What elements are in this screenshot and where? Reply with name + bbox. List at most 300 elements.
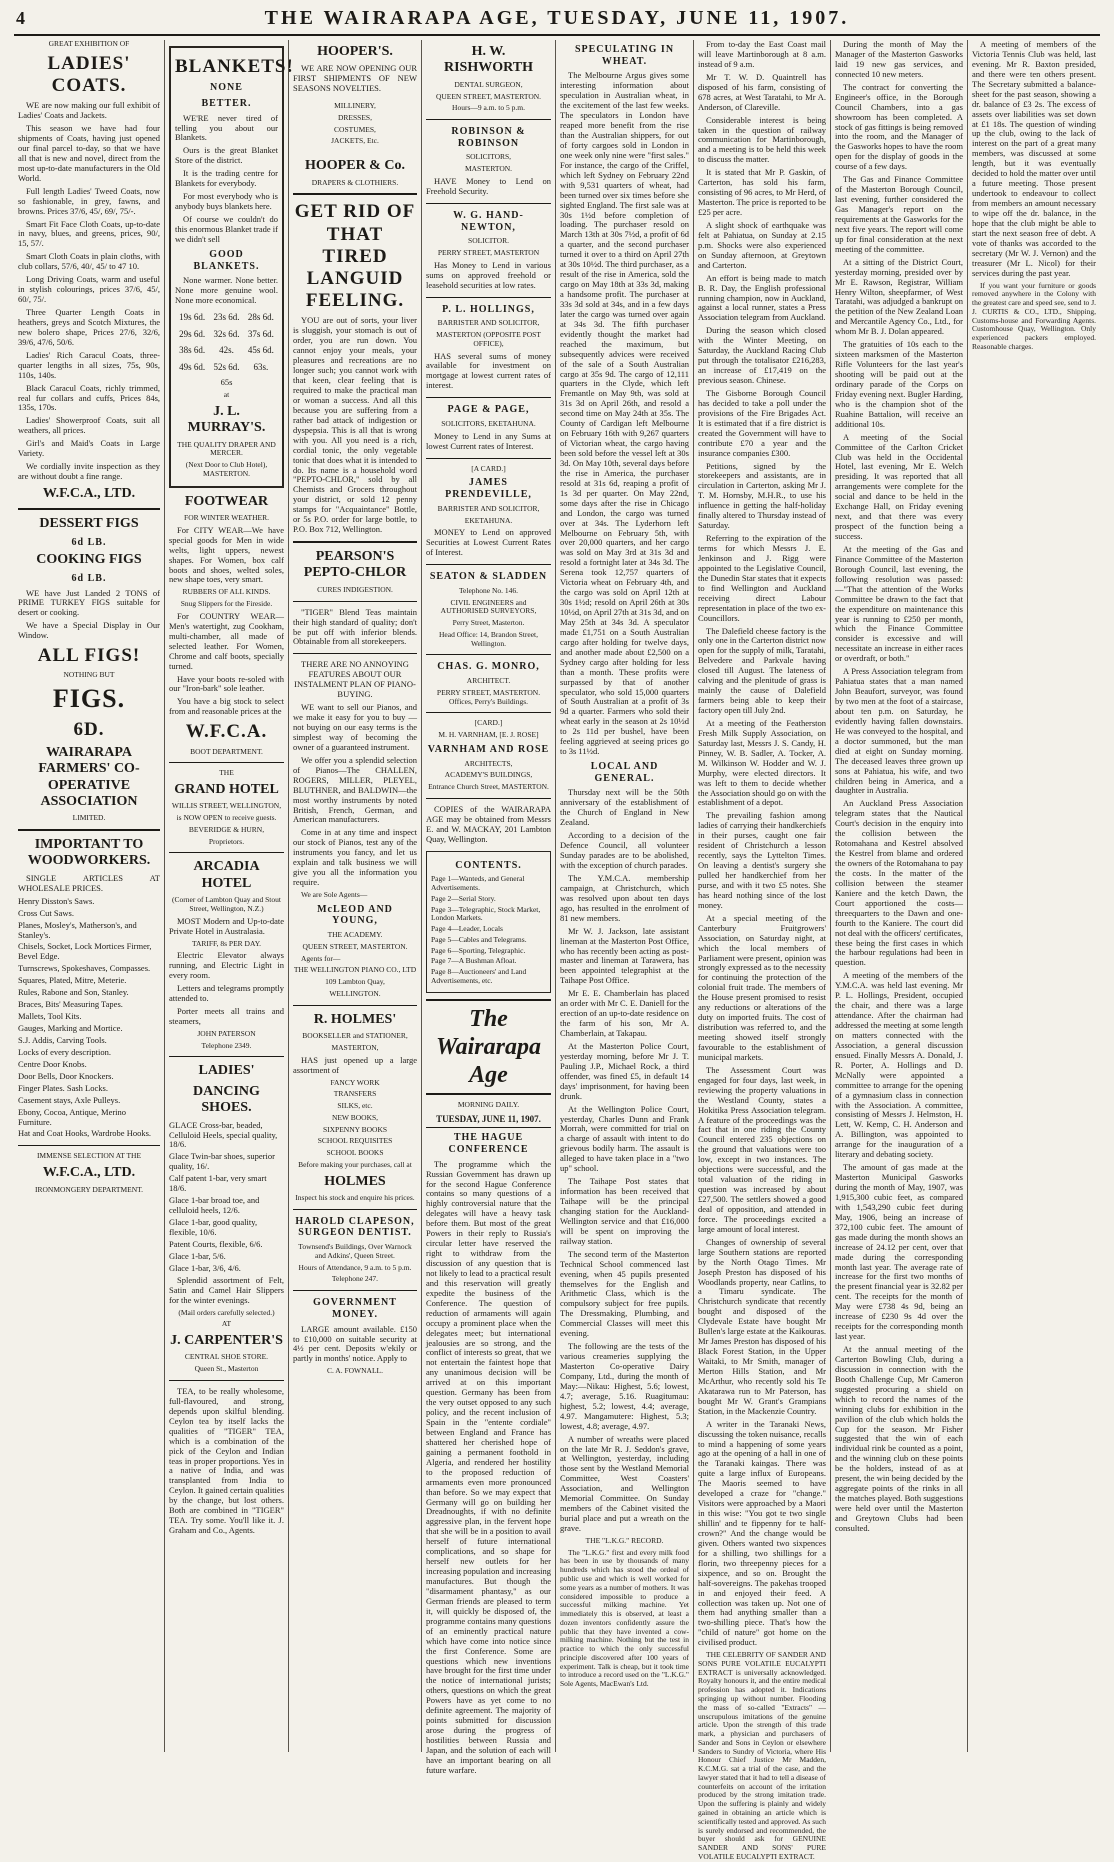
hooper-line: JACKETS, Etc. bbox=[331, 136, 379, 146]
wfca-heading: W.F.C.A., LTD. bbox=[42, 486, 136, 502]
holmes-inspect: Inspect his stock and enquire his prices. bbox=[295, 1193, 415, 1203]
local-para: At the Masterton Police Court, yesterday morning, before Mr J. T. Pauling J.P., Michael Rock, a third offender, was fined £5, in default 14 days' imprisonment, for having been drunk. bbox=[560, 1040, 689, 1101]
robinson-heading: ROBINSON & ROBINSON bbox=[451, 126, 526, 149]
local-para: At a sitting of the District Court, yesterday morning, presided over by Mr E. Rawson, Registrar, William Henry Wilton, sheepfarmer, of West Taratahi, was adjudged a bankrupt on the petition of the New Zealand Loan and Mercantile Agency Co., Ltd., for whom Mr B. J. Dolan appeared. bbox=[835, 256, 963, 337]
queen-street: QUEEN STREET, MASTERTON. bbox=[302, 941, 408, 951]
arcadia-text: MOST Modern and Up-to-date Private Hotel in Australasia. bbox=[169, 915, 284, 936]
robinson-text: HAVE Money to Lend on Freehold Security. bbox=[426, 175, 551, 196]
local-para: The Gas and Finance Committee of the Masterton Borough Council, last evening, further considered the Gas Manager's report on the requirements at the Gasworks for the next five years. The report will come up for final consideration at the next meeting of the committee. bbox=[835, 174, 963, 254]
column-4 bbox=[421, 40, 555, 1775]
pearson-heading: PEARSON'S PEPTO-CHLOR bbox=[303, 549, 407, 581]
arcadia-letters: Letters and telegrams promptly attended to. bbox=[169, 983, 284, 1004]
card-label: [A CARD.] bbox=[471, 463, 506, 473]
tiger-blend: "TIGER" Blend Teas maintain their high standard of quality; don't be put off with inferior blends. Obtainable from all storekeepers. bbox=[293, 606, 417, 647]
local-para: The gratuities of 10s each to the sixteen marksmen of the Masterton Rifle Volunteers for the last year's shooting will be paid out at the ordinary parade of the Corps on Friday evening next. Bugler Harding, who is the champion shot of the Ruahine Battalion, will receive an additional 10s. bbox=[835, 339, 963, 429]
hand-newton-text: Has Money to Lend in various sums on approved freehold or leasehold securities at low rates. bbox=[426, 259, 551, 290]
hague-heading: THE HAGUE CONFERENCE bbox=[448, 1132, 529, 1155]
wellington-piano: THE WELLINGTON PIANO CO., LTD bbox=[293, 965, 417, 975]
blankets-text: None warmer. None better. None more genuine wool. None more economical. bbox=[175, 275, 278, 306]
rishworth-hours: Hours—9 a.m. to 5 p.m. bbox=[452, 103, 525, 113]
figs-display: We have a Special Display in Our Window. bbox=[18, 620, 160, 641]
coats-item: Ladies' Rich Caracul Coats, three-quarter lengths in all sizes, 75s, 90s, 110s, 140s. bbox=[18, 349, 160, 380]
hand-newton-address: PERRY STREET, MASTERTON bbox=[437, 247, 540, 257]
blanket-price: 52s 6d. bbox=[213, 361, 240, 372]
robinson-solicitors: SOLICITORS, bbox=[465, 152, 512, 162]
shoe-item: Glace Twin-bar shoes, superior quality, 16/. bbox=[169, 1151, 275, 1172]
column-8 bbox=[967, 40, 1100, 1752]
seaton-head-office: Head Office: 14, Brandon Street, Wellington. bbox=[439, 629, 538, 648]
local-para: At a meeting of the Featherston Fresh Milk Supply Association, on Saturday last, Messrs J. S. Candy, H. Pinney, W. B. Sadler, A. Tocker, A. M. Wilkinson W. Hodder and W. J. Murphy, were elected directors. It was left to them to decide whether the Association should go on with the establishment of a depot. bbox=[698, 717, 826, 808]
hooper-co-heading: HOOPER & Co. bbox=[305, 158, 405, 174]
local-para: The Taihape Post states that information has been received that Taihape will be the principal changing station for the Auckland-Wellington service and that £16,000 will be spent on improving the railway station. bbox=[560, 1176, 689, 1246]
contents-item: Page 4—Leader, Locals bbox=[431, 924, 503, 934]
blankets-text: Of course we couldn't do this enormous Blanket trade if we didn't sell bbox=[175, 214, 278, 244]
mail-orders: (Mail orders carefully selected.) bbox=[178, 1307, 275, 1317]
local-para: The Assessment Court was engaged for four days, last week, in reviewing the property valuations in the Westland County, states a Hokitika Press Association telegram. A feature of the proceedings was the fact that in one riding the County Council entered 235 objections on the ground that valuations were too low, except in two instances. The objections were successful, and the total valuation of the riding in question was increased by about £27,500. The settlers showed a good deal of opposition, and attended in force. The proceedings excited a large amount of local interest. bbox=[698, 1064, 826, 1234]
divider bbox=[293, 1005, 417, 1006]
prendeville-sub: BARRISTER AND SOLICITOR, bbox=[437, 503, 540, 513]
coats-cordial: We cordially invite inspection as they are without doubt a fine range. bbox=[18, 461, 160, 482]
ladies-heading: LADIES' bbox=[198, 1063, 255, 1079]
lkg-text: The "L.K.G." first and every milk food has been in use by thousands of many hundreds which has stood the ordeal of public use and which is well worked for some years as a number of mothers. It was considered impossible to produce a successful milking machine. Yet immediately this is observed, at least a dozen inventors confidently assure the public that they have invented a cow-milking machine. Nothing but the test in practice to which the only successful principle discovered after 100 years of experiment. Talk is cheap, but it took time to introduce a record used on the "L.K.G." Sole Agents, MacEwan's Ltd. bbox=[560, 1547, 689, 1689]
divider bbox=[18, 1145, 160, 1146]
hooper-heading: HOOPER'S. bbox=[317, 44, 393, 59]
local-para: The Y.M.C.A. membership campaign, at Christchurch, which was resolved upon about ten days ago, has resulted in the enrolment of 81 new members. bbox=[560, 872, 689, 923]
local-para: A number of wreaths were placed on the late Mr R. J. Seddon's grave, at Wellington, yesterday, including those sent by the Westland Memorial Committee, West Coasters' Association, and Wellington Memorial Committee. On Sunday members of the Cabinet visited the burial place and put a wreath on the grave. bbox=[560, 1433, 689, 1533]
shoe-item: Glace 1-bar, 3/6, 4/6. bbox=[169, 1262, 241, 1273]
wfca-boot-heading: W.F.C.A. bbox=[185, 721, 268, 743]
rubbers: RUBBERS OF ALL KINDS. bbox=[182, 587, 271, 597]
blankets-text: Ours is the great Blanket Store of the district. bbox=[175, 145, 278, 166]
coats-intro: WE are now making our full exhibit of Ladies' Coats and Jackets. bbox=[18, 100, 160, 121]
hague-text: The programme which the Russian Government has drawn up for the second Hague Conference contains so many questions of a highly controversial nature that the delegates will have a heavy task before them. But most of the great Powers in their reply to Russia's circular letter have reserved the right to withdraw from the discussion of any question that is not likely to lead to a practical result and this reservation will greatly expedite the business of the Conference. The question of reduction of armaments will again occupy a prominent place when the delegates meet; but international jealousies are so strong, and the conflict of interests so great, that we not entertain the faintest hope that any unanimous decision will be arrived at on this important question. Germany has been from the very outset opposed to any such policy, and the recent inclusion of Spain in the "entente cordiale" between England and France has shattered her cherished hope of gaining a permanent foothold in Algeria, and rendered her hostility to the proposed reduction of armaments even more pronounced than before. So we may expect that Germany will go on building her Dreadnoughts, if with no definite aggressive plan, in the fervent hope that she will be in a position to avail herself of future international complications, and so shape for herself new outlets for her increasing population and increasing manufactures. But though the "disarmament phantasy," as our German friends are pleased to term it, will quickly be disposed of, the programme contains many questions of an eminently practical nature which have come into notice since the first Conference. Some are questions which new inventions have brought for the first time under the notice of international jurists; others, questions on which the great Powers have as yet come to no definite agreement. The majority of points submitted for discussion arose during the progress of hostilities between Russia and Japan, and the solution of each will have an important bearing on all future warfare. bbox=[426, 1158, 551, 1775]
column-2 bbox=[164, 40, 294, 1752]
coats-item: Full length Ladies' Tweed Coats, now so fashionable, in grey, fawns, and browns. Prices 37/6, 45/, 69/, 75/-. bbox=[18, 185, 160, 216]
divider bbox=[426, 564, 551, 565]
arcadia-telephone: Telephone 2349. bbox=[201, 1040, 252, 1050]
local-para: At the annual meeting of the Carterton Bowling Club, during a discussion in connection with the Booth Challenge Cup, Mr Cameron suggested procuring a shield on which to record the names of the winning clubs for exhibition in the pavilion of the club which holds the Cup for the season. Mr Fisher suggested that the win of each individual rink be counted as a point, and the winning club on these points be the holders, instead of as at present, the win being decided by the aggregate points of the rinks in all the matches played. Both suggestions were held over until the Masterton and Greytown Clubs had been consulted. bbox=[835, 1344, 963, 1533]
local-para: Mr W. J. Jackson, late assistant lineman at the Masterton Post Office, who has recently been acting as post-master and lineman at Tarawera, has been appointed telegraphist at the Taihape Post Office. bbox=[560, 925, 689, 986]
arcadia-heading: ARCADIA HOTEL bbox=[193, 859, 260, 891]
holmes-good: FANCY WORK bbox=[330, 1077, 380, 1087]
local-para: A writer in the Taranaki News, discussing the token nuisance, recalls to mind a happening of some years ago at the opening of a hall in one of the Taranaki kaingas. There was quite a large influx of Europeans. The Maoris seemed to have developed a craze for "change." Visitors were approached by a Maori in this wise: "You got te two single shillin' and te fippenny for te half-crown?" And the change would be given. Others wanted two sixpences for a shilling, two shillings for a florin, two threepenny pieces for a sixpence, and so on. Brought the half-sovereigns. The pakehas trooped in and enjoyed their feed. A collection was taken up. Not one of them had anything smaller than a two-shilling piece. That's how the "child of nature" got home on the civilised product. bbox=[698, 1418, 826, 1648]
page-number: 4 bbox=[16, 8, 25, 28]
local-para: The amount of gas made at the Masterton Municipal Gasworks during the month of May, 1907, was 1,915,300 cubic feet, as compared with 1,543,290 cubic feet during May, 1906, being an increase of 372,100 cubic feet. The amount of gas made during the month shows an increase of 24.12 per cent, over that made during the corresponding month last year. The average rate of increase for the first two months of the present financial year is 32.82 per cent. The receipts for the month of May were £738 4s 9d, being an increase of £230 9s 4d over the receipts for the corresponding month last year. bbox=[835, 1162, 963, 1342]
divider bbox=[426, 297, 551, 298]
clapeson-hours: Hours of Attendance, 9 a.m. to 5 p.m. bbox=[298, 1262, 412, 1272]
tool-item: Ebony, Cocoa, Antique, Merino Furniture. bbox=[18, 1106, 127, 1127]
speculating-text: The Melbourne Argus gives some interesting information about speculation in Australian wheat, in the excitement of the last few weeks. The speculators in London have reaped more benefit from the rise than the Australian shippers, for out of forty cargoes sold in London in one week only nine were "first sales." For instance, the cargo of the Criffel, which left Sydney on February 22nd with 9,531 quarters of wheat, had been turned over six times before she sighted England. The first sale was at 30s 1½d before completion of loading. The purchaser resold on March 13th at 30s 7½d, a profit of 6d a quarter, and the second purchaser turned it over to a third on April 27th at 30s 10½d. The third purchaser, as a result of the rise in America, sold the cargo on May 18th at 33s 3d, making a handsome profit. The purchaser at 33s 3d sold at 34s, and in a few days later the cargo was turned over again at 34s 3d. The fifth purchaser evidently thought the market had reached the maximum, but subsequently advices were received of the sale of a South Australian cargo at 35s 9d. The cargo of 12,111 quarters in the Clyde, which left Fremantle on May 9th, was sold at 31s 3d on April 26th, and resold a second time on May 24th at 35s. The County of Cardigan left Melbourne on February 16th with 9,267 quarters of Victorian wheat, the cargo having been sold before the vessel left at 30s 3d. On May 10th, several days before the rise in America, the purchaser resold at 31s 6d, reaping a profit of 1s 3d per quarter. On May 22nd, some days after the rise in Chicago and London, the cargo was turned over at 34s. The Lyderhorn left Melbourne on February 5th, with over 20,000 quarters, and her cargo was sold on May 3rd at 31s 3d and resold a fortnight later at 34s 3d. The Serena took 12,757 quarters of Victoria wheat on February 4th, and the cargo was sold on April 12th at 30s 1½d; resold on April 26th at 30s 10½d, on April 27th at 31s 3d, and on May 25th at 34s 3d. A speculator made £1,751 on a South Australian cargo after holding for twelve days, and another made about £2,500 on a Sydney cargo after holding for less than a month. These profits were surpassed by that of another speculator, who sold 15,000 quarters of South Australian at a profit of 3s 9d a quarter. Farmers who sold their wheat early in the season at 2s 10½d to 2s 11d per bushel, have been feeling aggrieved at seeing prices go to 3s 11½d. bbox=[560, 70, 689, 757]
footwear-city: For CITY WEAR—We have special goods for Men in wide welts, light uppers, newest shapes. For Women, box calf boots and shoes, welted soles, new shape toes, very smart. bbox=[169, 524, 284, 585]
agents-for: Agents for— bbox=[301, 953, 341, 963]
dateline: TUESDAY, JUNE 11, 1907. bbox=[426, 1114, 551, 1129]
blanket-price: 38s 6d. bbox=[179, 345, 206, 356]
blankets-text: It is the trading centre for Blankets for everybody. bbox=[175, 168, 278, 189]
local-para: At a special meeting of the Canterbury Fruitgrowers' Association, on Saturday night, at which the local members of Parliament were present, opinion was strongly expressed as to the necessity for continuing the protection of the colonial fruit trade. The members of the House present promised to resist any reductions or alterations of the duty on imported fruits. The cost of distribution was referred to, and the meeting showed itself strongly favourable to the establishment of municipal markets. bbox=[698, 912, 826, 1062]
local-para: At the Wellington Police Court, yesterday, Charles Dunn and Frank Morrah, were committed for trial on a charge of assault with intent to do grievous bodily harm. The assault is alleged to have taken place in a "two up" school. bbox=[560, 1103, 689, 1174]
local-para: Mr T. W. D. Quaintrell has disposed of his farm, consisting of 678 acres, at West Taratahi, to Mr A. Anderson, of Clareville. bbox=[698, 71, 826, 112]
clapeson-heading: HAROLD CLAPESON, SURGEON DENTIST. bbox=[295, 1215, 415, 1239]
footwear-heels: Have your boots re-soled with our "Iron-bark" sole leather. bbox=[169, 673, 284, 694]
grand-open: is NOW OPEN to receive guests. bbox=[176, 813, 277, 823]
the-academy: THE ACADEMY. bbox=[327, 930, 383, 940]
prendeville-text: MONEY to Lend on approved Securities at Lowest Current Rates of Interest. bbox=[426, 527, 551, 558]
coats-item: Smart Fit Face Cloth Coats, up-to-date in navy, blues, and greens, prices, 90/, 15, 57/. bbox=[18, 218, 160, 249]
page-page-heading: PAGE & PAGE, bbox=[447, 404, 530, 416]
tool-item: S.J. Addis, Carving Tools. bbox=[18, 1034, 107, 1045]
cures-indigestion: CURES INDIGESTION. bbox=[317, 584, 393, 594]
local-para: A meeting of members of the Victoria Tennis Club was held, last evening. Mr R. Baxton presided, and there were ten others present. The Secretary submitted a balance-sheet for the past season, showing a dr. balance of £3 2s. The excess of assets over liabilities was set down at £1 18s. The question of winding up the club, owing to the lack of interest on the part of a great many members, was discussed at some length, but it was eventually decided to hold the matter over until a future meeting. Those present undertook to endeavour to collect from members an amount necessary to wipe off the dr. balance, in the hope that the club might be able to start the next season free of debt. A vote of thanks was accorded to the secretary (Mr W. J. Vernon) and the treasurer (Mr L. Nicol) for their services during the past year. bbox=[972, 39, 1096, 278]
figs-heading: FIGS. bbox=[52, 684, 126, 714]
the-label: THE bbox=[219, 768, 234, 778]
holmes-good: NEW BOOKS, bbox=[331, 1112, 379, 1122]
blankets-ad bbox=[169, 46, 294, 488]
tool-item: Locks of every description. bbox=[18, 1046, 111, 1057]
grand-address: WILLIS STREET, WELLINGTON, bbox=[171, 801, 282, 811]
local-para: An effort is being made to match B. R. Day, the English professional running champion, now in Auckland, against a local runner, states a Press Association telegram from Auckland. bbox=[698, 272, 826, 323]
column-5 bbox=[555, 40, 693, 1752]
local-para: A Press Association telegram from Pahiatua states that a man named John Beaufort, surveyor, was found by two men at the foot of a staircase, about ten p.m. on Saturday, he evidently having fallen downstairs. He was conveyed to the hospital, and a doctor summoned, but the man died at eight on Sunday morning. The deceased leaves three grown up sons at Pahiatua, his wife, and two children being in America, and a daughter in Australia. bbox=[835, 666, 963, 796]
varnham-heading: VARNHAM AND ROSE bbox=[427, 743, 550, 755]
local-para: The following are the tests of the various creameries supplying the Masterton Co-operative Dairy Company, Ltd., during the month of May:—Nikau: Highest, 5.6; lowest, 4.7; average, 5.16. Ruagitumau: highest, 5.2; lowest, 4.4; average, 4.97. Mangamutere: Highest, 5.3; lowest, 4.8; average, 4.97. bbox=[560, 1341, 689, 1431]
clapeson-address: Townsend's Buildings, Over Warnock and Adkins', Queen Street. bbox=[298, 1242, 412, 1260]
local-para: Changes of ownership of several large Southern stations are reported by the North Otago Times. Mr Joseph Preston has disposed of his Woodlands property, near Catlins, to a Timaru syndicate. The Christchurch syndicate that recently bought and disposed of the Clydevale Estate have bought Mr Bullen's large estate at the Kaikouras. Mr James Preston has disposed of his Black Forest Station, in the Upper Waitaki, to Mr Smith, manager of Merton Hills Station, and Mr McArthur, who recently sold his Te Akatarawa run to Mr Paterson, has bought Mr W. Grant's Grampians Station, in the Mackenzie Country. bbox=[698, 1236, 826, 1416]
page-page-text: Money to Lend in any Sums at lowest Current rates of Interest. bbox=[426, 430, 551, 451]
contents-heading: CONTENTS. bbox=[455, 859, 522, 871]
holmes-good: SCHOOL REQUISITES bbox=[317, 1136, 393, 1146]
contents-item: Page 8—Auctioneers' and Land Advertisements, etc. bbox=[431, 967, 527, 985]
murray-heading: J. L. MURRAY'S. bbox=[187, 403, 266, 436]
contents-item: Page 3—Telegraphic, Stock Market, London Markets. bbox=[431, 904, 541, 923]
footwear-country: For COUNTRY WEAR—Men's watertight, zug Cookham, multi-chamber, all made of selected leather. For Women, Chrome and calf boots, specially turned. bbox=[169, 610, 284, 671]
blanket-price-last: 65s bbox=[220, 377, 233, 388]
copies-notice: COPIES of the WAIRARAPA AGE may be obtained from Messrs E. and W. MACKAY, 201 Lambton Quay, Wellington. bbox=[426, 803, 551, 844]
satin-slippers: Splendid assortment of Felt, Satin and Camel Hair Slippers for the winter evenings. bbox=[169, 1274, 284, 1305]
divider bbox=[426, 654, 551, 655]
blanket-price: 29s 6d. bbox=[179, 328, 206, 339]
divider bbox=[169, 852, 284, 853]
clapeson-tel: Telephone 247. bbox=[331, 1274, 379, 1284]
boot-dept: BOOT DEPARTMENT. bbox=[190, 746, 263, 756]
column-6 bbox=[693, 39, 830, 1861]
tariff: TARIFF, 8s PER DAY. bbox=[191, 938, 262, 948]
piano-text: Come in at any time and inspect our stock of Pianos, test any of the instruments you fancy, and let us explain and talk business we will give you all the information you require. bbox=[293, 827, 417, 888]
coats-item: Long Driving Coats, warm and useful in stylish colourings, prices 37/6, 45/, 60/, 75/. bbox=[18, 274, 160, 305]
coats-item: Black Caracul Coats, richly trimmed, real fur collars and cuffs, Prices 84s, 135s, 170s. bbox=[18, 382, 160, 413]
sole-agents: We are Sole Agents— bbox=[301, 890, 368, 899]
holmes-good: SILKS, etc. bbox=[337, 1101, 373, 1111]
blanket-price: 19s 6d. bbox=[179, 312, 206, 323]
divider bbox=[426, 203, 551, 204]
contents-item: Page 5—Cables and Telegrams. bbox=[431, 934, 527, 944]
local-para: An Auckland Press Association telegram states that the Nautical Court's decision in the enquiry into the collision between the Rotomahana and Kestrel absolved the Kestrel from blame and ordered the owners of the Rotomahana to pay the costs. In the matter of the collision between the steamer Kaniere and the ketch Dawn, the Court apportioned the costs—threequarters to the Dawn and one-fourth to the Kaniere. The court did not deal with the officers' certificates, these being the first cases in which the harbour regulations had been in question. bbox=[835, 798, 963, 968]
tool-item: Squares, Plated, Mitre, Meterie. bbox=[18, 975, 127, 986]
exhibition-kicker: GREAT EXHIBITION OF bbox=[48, 39, 130, 48]
blanket-price: 37s 6d. bbox=[247, 328, 274, 339]
divider bbox=[293, 193, 417, 195]
gov-money-text: LARGE amount available. £150 to £10,000 on suitable security at 4½ per cent. Deposits w'ekily or partly in months' notice. Apply to bbox=[293, 1323, 417, 1364]
local-para: Considerable interest is being taken in the question of railway communication for Martinborough, and a meeting is to be held this week to discuss the matter. bbox=[698, 114, 826, 165]
tool-item: Finger Plates. Sash Locks. bbox=[18, 1082, 108, 1093]
holmes-good: SIXPENNY BOOKS bbox=[322, 1124, 388, 1134]
immense-selection: IMMENSE SELECTION AT THE bbox=[36, 1151, 142, 1161]
arcadia-electric: Electric Elevator always running, and Electric Light in every room. bbox=[169, 950, 284, 981]
ironmongery-dept: IRONMONGERY DEPARTMENT. bbox=[34, 1184, 144, 1194]
divider bbox=[18, 829, 160, 831]
local-para: Referring to the expiration of the terms for which Messrs J. E. Jenkinson and J. Rigg were appointed to the Legislative Council, the Dunedin Star states that it expects to find Wellington and Auckland receiving direct Labour representation in place of the two ex-Councillors. bbox=[698, 533, 826, 623]
carpenter-address: Queen St., Masterton bbox=[194, 1364, 259, 1374]
cooking-figs-price: 6d LB. bbox=[71, 572, 107, 584]
speculating-heading: SPECULATING IN WHEAT. bbox=[574, 44, 675, 67]
column-1 bbox=[14, 40, 164, 1752]
column-3 bbox=[288, 40, 421, 1752]
hooper-line: DRESSES, bbox=[338, 112, 372, 122]
local-para: It is stated that Mr P. Gaskin, of Carterton, has sold his farm, consisting of 96 acres, to Mr Herd, of Masterton. The price is reported to be £25 per acre. bbox=[698, 167, 827, 217]
footwear-sub: FOR WINTER WEATHER. bbox=[184, 512, 269, 522]
blanket-price: 49s 6d. bbox=[179, 361, 206, 372]
prendeville-heading: JAMES PRENDEVILLE, bbox=[445, 477, 532, 501]
good-blankets: GOOD BLANKETS. bbox=[193, 248, 260, 272]
wellington: WELLINGTON. bbox=[329, 988, 381, 998]
holmes-heading-2: HOLMES bbox=[324, 1173, 386, 1189]
figs-price: 6D. bbox=[73, 718, 105, 740]
furniture-ad: If you want your furniture or goods removed anywhere in the Colony with the greatest care and speed see, send to J. J. CURTIS & CO., LTD., Shipping, Customs-house and Forwarding Agents. Customhouse Quay, Wellington. Only experienced packers employed. Reasonable charges. bbox=[972, 280, 1096, 351]
contents-item: Page 1—Wanteds, and General Advertisements. bbox=[431, 874, 525, 893]
tiger-tea-ad: TEA, to be really wholesome, full-flavoured, and strong, depends upon skilful blending. Ceylon tea by itself lacks the qualities of "TIGER" TEA, which is a combination of the pick of the Ceylon and Indian teas in proper proportions. Yes in a native of India, and was transplanted from India to Ceylon. It gained certain qualities by the change, but lost others. Both are combined in "TIGER" TEA. Try some. You'll like it. J. Graham and Co., Agents. bbox=[169, 1385, 284, 1536]
column-7 bbox=[830, 40, 967, 1752]
divider bbox=[293, 1290, 417, 1291]
divider bbox=[169, 1380, 284, 1381]
at-label: at bbox=[223, 390, 230, 400]
hooper-opening: WE ARE NOW OPENING OUR FIRST SHIPMENTS OF NEW SEASONS NOVELTIES. bbox=[293, 63, 417, 94]
local-para: The second term of the Masterton Technical School commenced last evening, when 45 pupils presented themselves for the English and Arithmetic Class, which is the compulsory subject for free pupils. The Dressmaking, Plumbing, and Commercial Classes will meet this evening. bbox=[560, 1248, 689, 1339]
grand-hotel-heading: GRAND HOTEL bbox=[174, 782, 279, 798]
local-para: During the season which closed with the Winter Meeting, on Saturday, the Auckland Racing Club put through the totalisator £216,283, an increase of £17,419 on the previous season. Chinese. bbox=[698, 325, 826, 385]
piano-text: WE want to sell our Pianos, and we make it easy for you to buy — not buying on our easy terms is the simplest way of becoming the owner of a guaranteed instrument. bbox=[293, 702, 417, 752]
wfca-heading-2: W.F.C.A., LTD. bbox=[42, 1165, 136, 1181]
better-heading: BETTER. bbox=[201, 97, 252, 109]
blankets-text: For most everybody who is anybody buys blankets here. bbox=[175, 191, 278, 212]
morning-daily: MORNING DAILY. bbox=[457, 1099, 520, 1109]
varnham-architects: ARCHITECTS, bbox=[464, 758, 513, 768]
holmes-before: Before making your purchases, call at bbox=[298, 1159, 412, 1169]
tool-item: Gauges, Marking and Mortice. bbox=[18, 1023, 123, 1034]
tool-item: Braces, Bits' Measuring Tapes. bbox=[18, 999, 123, 1010]
varnham-buildings: ACADEMY'S BUILDINGS, bbox=[444, 770, 533, 780]
none-heading: NONE bbox=[210, 82, 243, 94]
sanders-ad: THE CELEBRITY OF SANDER AND SONS PURE VOLATILE EUCALYPTI EXTRACT is universally acknowledged. Royalty honours it, and the entire medical profession has adopted it. Indications springing up without number. Flooding the mass of so-called "Extracts" — unscrupulous imitations of the genuine article. Upon the strength of this trade mark, a physician and purchasers of Sander and Sons in Ceylon or elsewhere Sanders to Sundry of Victoria, where His Honour Chief Justice Mr Madden, K.C.M.G. sat a trial of the case, and the lawyer stated that it had to tell a disease of counterfeits on account of the irritation produced by the strong imitation trade. Upon the suffering is plainly and widely gained in obtaining an article which is scientifically tested and approved. As such is surely endorsed and recommended, the buyer should ask for GENUINE SANDER AND SONS' PURE VOLATILE EUCALYPTI EXTRACT. bbox=[698, 1650, 826, 1861]
hooper-line: COSTUMES, bbox=[334, 124, 376, 134]
robinson-town: MASTERTON. bbox=[464, 164, 513, 174]
beveridge: BEVERIDGE & HURN, bbox=[188, 824, 265, 834]
nameplate: The Wairarapa Age bbox=[426, 999, 551, 1095]
divider bbox=[426, 397, 551, 398]
shoe-item: Glace 1-bar, 5/6. bbox=[169, 1250, 226, 1261]
get-rid-text: YOU are out of sorts, your liver is sluggish, your stomach is out of order, you are run down. You cannot enjoy your meals, your pleasures and recreations are no longer such; you cannot work with that keen, clear feeling that is required to make the practical man or woman a success. And all this because you are suffering from a rather bad attack of indigestion or dyspepsia. This is all that is wrong with you. All you need is a rich, cordial tonic, the only vegetable tonic that does what it is intended to do. Its name is a household word "PEPTO-CHLOR," sold by all Chemists and Grocers throughout your district, or sold 12 penny stamps for "Acquaintance" Bottle, or 5s P.O. order for large bottle, to P.O. Box 712, Wellington. bbox=[293, 315, 417, 535]
coats-item: Ladies' Showerproof Coats, suit all weathers, all prices. bbox=[18, 415, 160, 436]
divider bbox=[169, 762, 284, 763]
holmes-bookseller: BOOKSELLER and STATIONER, bbox=[302, 1031, 408, 1041]
seaton-civil: CIVIL ENGINEERS and AUTHORISED SURVEYORS, bbox=[440, 597, 537, 616]
divider bbox=[293, 541, 417, 543]
farmers-heading: WAIRARAPA FARMERS' CO-OPERATIVE ASSOCIATION bbox=[38, 744, 140, 809]
hollings-heading: P. L. HOLLINGS, bbox=[442, 303, 535, 315]
tool-item: Turnscrews, Spokeshaves, Compasses. bbox=[18, 963, 151, 974]
tool-item: Henry Disston's Saws. bbox=[18, 895, 95, 906]
contents-item: Page 2—Serial Story. bbox=[431, 893, 496, 903]
divider bbox=[426, 119, 551, 120]
local-para: The Gisborne Borough Council has decided to take a poll under the provisions of the Fire Brigades Act. It is estimated that if a fire district is created the Government will have to contribute £70 a year and the insurance companies £300. bbox=[698, 387, 826, 458]
lkg-heading: THE "L.K.G." RECORD. bbox=[585, 1535, 664, 1545]
local-para: Petitions, signed by the storekeepers and assistants, are in circulation in Carterton, asking Mr J. T. M. Hornsby, M.H.R., to use his influence in getting the half-holiday finally altered to Thursday instead of Saturday. bbox=[698, 460, 826, 531]
tool-item: Planes, Mosley's, Matherson's, and Stanley's. bbox=[18, 919, 137, 940]
coats-item: Three Quarter Length Coats in heathers, greys and Scotch Mixtures, the new bolero shape, Prices 27/6, 32/6, 39/6, 47/6, 50/6. bbox=[18, 307, 160, 347]
tool-item: Chisels, Socket, Lock Mortices Firmer, Bevel Edge. bbox=[18, 941, 152, 962]
holmes-good: TRANSFERS bbox=[333, 1089, 377, 1099]
seaton-heading: SEATON & SLADDEN bbox=[429, 571, 548, 583]
holmes-heading: R. HOLMES' bbox=[313, 1011, 397, 1027]
local-para: The contract for converting the Engineer's office, in the Borough Council Chambers, into a gas showroom has been completed. A stock of gas fittings is being removed into the room, and the Manager of the Gasworks hopes to have the room open for the display of goods in the course of a few days. bbox=[835, 81, 963, 172]
local-para: The Dalefield cheese factory is the only one in the Carterton district now open for the supply of milk, Taratahi, Belvedere and Parkvale having closed till August. The lateness of calving and the plenitude of grass is mainly the cause of Dalefield farmers being able to keep their factory open till July 2nd. bbox=[698, 625, 826, 715]
newspaper-title: THE WAIRARAPA AGE, TUESDAY, JUNE 11, 1907. bbox=[264, 7, 850, 29]
blanket-price: 23s 6d. bbox=[213, 312, 240, 323]
holmes-masterton: MASTERTON, bbox=[331, 1042, 379, 1052]
all-figs-heading: ALL FIGS! bbox=[37, 645, 141, 667]
ladies-coats-heading: LADIES' COATS. bbox=[47, 52, 131, 96]
masthead bbox=[14, 6, 1100, 36]
prendeville-town: EKETAHUNA. bbox=[464, 515, 513, 525]
varnham-names: M. H. VARNHAM, [E. J. ROSE] bbox=[438, 730, 539, 740]
figs-text: WE have Just Landed 2 TONS of PRIME TURKEY FIGS suitable for desert or cooking. bbox=[18, 587, 160, 618]
proprietors: Proprietors. bbox=[208, 836, 245, 846]
divider bbox=[18, 508, 160, 510]
carpenter-at: AT bbox=[221, 1319, 232, 1329]
local-para: A meeting of the Social Committee of the Carlton Cricket Club was held in the Occidental Hotel, last evening, Mr E. Welch presiding. It was reported that all arrangements were complete for the social and dance to be held in the Exchange Hall, on Friday evening next, and that there was every prospect of the function being a success. bbox=[835, 431, 963, 541]
local-para: Mr E. E. Chamberlain has placed an order with Mr C. E. Daniell for the erection of an up-to-date residence on the farm of his son, Mr A. Chamberlain, at Takapau. bbox=[560, 988, 689, 1038]
carpenter-sub: CENTRAL SHOE STORE. bbox=[184, 1352, 269, 1362]
contents-item: Page 6—Sporting, Telegraphic. bbox=[431, 945, 526, 955]
john-paterson: JOHN PATERSON bbox=[197, 1028, 256, 1038]
local-para: At the meeting of the Gas and Finance Committee of the Masterton Borough Council, last evening, the following resolution was passed:—"That the attention of the Works Committee be drawn to the fact that the expenditure on maintenance this year is running to £250 per month, which the Finance Committee consider is excessive and will necessitate an increase in either races or overdraft, or both." bbox=[835, 543, 963, 664]
holmes-good: SCHOOL BOOKS bbox=[326, 1148, 384, 1158]
arcadia-address: (Corner of Lambton Quay and Stout Street, Wellington, N.Z.) bbox=[172, 895, 281, 913]
monro-architect: ARCHITECT. bbox=[466, 676, 511, 686]
tool-item: Hat and Coat Hooks, Wardrobe Hooks. bbox=[18, 1128, 152, 1139]
local-general-heading: LOCAL AND GENERAL. bbox=[590, 761, 659, 784]
coats-item: Smart Cloth Coats in plain cloths, with club collars, 57/6, 40/, 45/ to 47 10. bbox=[18, 251, 160, 272]
hollings-barristers: BARRISTER AND SOLICITOR, bbox=[437, 318, 540, 328]
murray-address: (Next Door to Club Hotel), MASTERTON. bbox=[185, 460, 268, 478]
coats-intro-2: This season we have had four shipments of Coats, having just opened our final parcel to-day, so that we have all that is new and novel, direct from the most up-to-date manufacturers in the Old World. bbox=[18, 123, 160, 183]
fownall: C. A. FOWNALL. bbox=[326, 1366, 384, 1376]
rishworth-dental: DENTAL SURGEON, bbox=[454, 79, 523, 89]
monro-address: PERRY STREET, MASTERTON. Offices, Perry's Buildings. bbox=[436, 687, 541, 706]
drapers: DRAPERS & CLOTHIERS. bbox=[311, 177, 399, 187]
contents-item: Page 7—A Bushman Afloat. bbox=[431, 956, 517, 966]
blanket-price: 32s 6d. bbox=[213, 328, 240, 339]
piano-text: We offer you a splendid selection of Pianos—The CHALLEN, ROGERS, MILLER, PLEYEL, BLUTHNER, and BALDWIN—the most worthy instruments by noted British, French, German, and American manufacturers. bbox=[293, 754, 417, 825]
tool-item: Casement stays, Axle Pulleys. bbox=[18, 1094, 121, 1105]
page-page-sub: SOLICITORS, EKETAHUNA. bbox=[441, 418, 536, 428]
blanket-price: 63s. bbox=[253, 361, 269, 372]
rishworth-address: QUEEN STREET, MASTERTON. bbox=[435, 91, 542, 101]
blankets-heading: BLANKETS! bbox=[175, 56, 294, 77]
contents-box bbox=[426, 851, 551, 993]
tool-item: Door Bells, Door Knockers. bbox=[18, 1070, 114, 1081]
monro-heading: CHAS. G. MONRO, bbox=[437, 661, 540, 673]
dancing-shoes-heading: DANCING SHOES. bbox=[193, 1083, 260, 1116]
local-para: From to-day the East Coast mail will leave Martinborough at 8 a.m. instead of 9 a.m. bbox=[698, 39, 826, 69]
local-para: A meeting of the members of the Y.M.C.A. was held last evening. Mr P. L. Hollings, President, occupied the chair, and there was a large attendance. After the chairman had addressed the meeting at some length on matters connected with the Association, a general discussion ensued. Finally Messrs A. Donald, J. R. Porter, A. Hollings and D. McNally were appointed a committee to arrange for the opening of a gymnasium class in connection with the Association. A committee, consisting of Messrs J. Helmston, H. Lett, W. Kemp, C. H. Anderson and A. Billington, was appointed to arrange for the inauguration of a literary and debating society. bbox=[835, 970, 963, 1160]
nothing-but: NOTHING BUT bbox=[63, 670, 115, 680]
blanket-price: 45s 6d. bbox=[247, 345, 274, 356]
footwear-stock: You have a big stock to select from and reasonable prices at the bbox=[169, 696, 284, 717]
wholesale-text: SINGLE ARTICLES AT WHOLESALE PRICES. bbox=[18, 872, 160, 893]
hollings-address: MASTERTON (OPPOSITE POST OFFICE), bbox=[436, 330, 541, 348]
holmes-text: HAS just opened up a large assortment of bbox=[293, 1054, 417, 1075]
slippers: Snug Slippers for the Fireside. bbox=[180, 599, 273, 609]
shoe-item: Calf patent 1-bar, very smart 18/6. bbox=[169, 1173, 267, 1194]
shoe-item: Patent Courts, flexible, 6/6. bbox=[169, 1238, 263, 1249]
local-para: Thursday next will be the 50th anniversary of the establishment of the Church of England in New Zealand. bbox=[560, 787, 689, 828]
divider bbox=[293, 1209, 417, 1210]
hollings-text: HAS several sums of money available for investment on mortgage at lowest current rates of interest. bbox=[426, 350, 551, 391]
cooking-figs-heading: COOKING FIGS bbox=[36, 552, 142, 568]
lambton-quay: 109 Lambton Quay, bbox=[325, 977, 385, 987]
get-rid-heading: GET RID OF THAT TIRED LANGUID FEELING. bbox=[294, 201, 416, 312]
divider bbox=[169, 1056, 284, 1057]
seaton-perry: Perry Street, Masterton. bbox=[452, 618, 525, 628]
piano-annoying: THERE ARE NO ANNOYING FEATURES ABOUT OUR INSTALMENT PLAN OF PIANO-BUYING. bbox=[294, 659, 416, 700]
arcadia-porter: Porter meets all trains and steamers, bbox=[169, 1006, 284, 1027]
local-para: According to a decision of the Defence Council, all volunteer Sunday parades are to be abolished, with the exception of church parades. bbox=[560, 830, 689, 870]
hooper-line: MILLINERY, bbox=[334, 101, 376, 111]
tool-item: Cross Cut Saws. bbox=[18, 907, 74, 918]
hand-newton-solicitor: SOLICITOR. bbox=[468, 236, 509, 246]
shoe-item: GLACE Cross-bar, beaded, Celluloid Heels, special quality, 18/6. bbox=[169, 1119, 278, 1150]
hand-newton-heading: W. G. HAND-NEWTON, bbox=[453, 209, 524, 233]
tool-item: Centre Door Knobs. bbox=[18, 1058, 87, 1069]
tool-item: Rules, Rabone and Son, Stanley. bbox=[18, 987, 129, 998]
gov-money-heading: GOVERNMENT MONEY. bbox=[313, 1297, 397, 1320]
woodworkers-heading: IMPORTANT TO WOODWORKERS. bbox=[27, 837, 151, 869]
divider bbox=[293, 653, 417, 654]
rishworth-heading: H. W. RISHWORTH bbox=[444, 44, 533, 76]
blanket-prices bbox=[175, 312, 278, 372]
tool-item: Mallets, Tool Kits. bbox=[18, 1011, 82, 1022]
divider bbox=[426, 712, 551, 713]
tools-list bbox=[18, 897, 160, 1140]
farmers-limited: LIMITED. bbox=[72, 813, 106, 823]
seaton-tel: Telephone No. 146. bbox=[458, 585, 519, 595]
local-para: The prevailing fashion among ladies of carrying their handkerchiefs in their purses, caught one fair resident of Christchurch a lesson recently, says the Lyttelton Times. On leaving a dentist's surgery she pulled her handkerchief from her purse, and with it two £5 notes. She has heard nothing since of the lost money. bbox=[698, 810, 826, 910]
blankets-text: WE'RE never tired of telling you about our Blankets. bbox=[175, 112, 278, 143]
local-para: A slight shock of earthquake was felt at Pahiatua, on Sunday at 2.15 p.m. Shocks were also experienced on Sunday afternoon, at Greytown and Carterton. bbox=[698, 219, 826, 270]
shoe-item: Glace 1-bar, good quality, flexible, 10/6. bbox=[169, 1217, 258, 1237]
divider bbox=[426, 458, 551, 459]
dessert-figs-price: 6d LB. bbox=[71, 536, 107, 548]
local-para: During the month of May the Manager of the Masterton Gasworks laid 19 new gas services, and connected 10 new meters. bbox=[835, 39, 963, 79]
dessert-figs-heading: DESSERT FIGS bbox=[39, 516, 139, 532]
coats-item: Girl's and Maid's Coats in Large Variety. bbox=[18, 438, 160, 459]
divider bbox=[293, 601, 417, 602]
footwear-heading: FOOTWEAR bbox=[184, 493, 269, 509]
blanket-price: 42s. bbox=[219, 345, 234, 356]
blanket-price: 28s 6d. bbox=[247, 312, 274, 323]
mcleod-heading: McLEOD AND YOUNG, bbox=[317, 903, 393, 927]
shoe-item: Glace 1-bar broad toe, and celluloid heels, 12/6. bbox=[169, 1195, 260, 1216]
card-label-2: [CARD.] bbox=[474, 718, 503, 728]
